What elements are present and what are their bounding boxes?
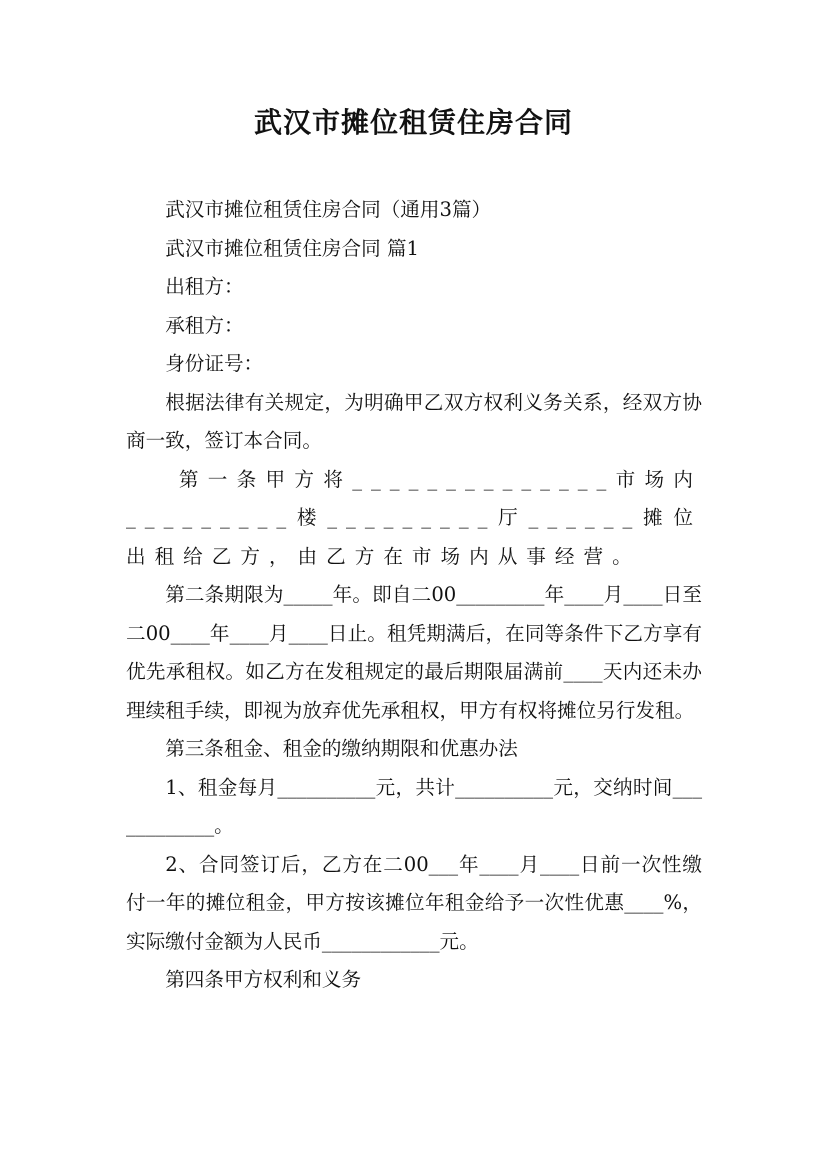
- preamble-paragraph: 根据法律有关规定，为明确甲乙双方权利义务关系，经双方协商一致，签订本合同。: [126, 390, 702, 452]
- article-3-heading: 第三条租金、租金的缴纳期限和优惠办法: [165, 737, 518, 760]
- lessor-line: 出租方：: [165, 275, 244, 298]
- lessee-line: 承租方：: [165, 313, 244, 337]
- article-1-paragraph: 第一条甲方将______________市场内_________楼_________厅______摊位出租给乙方，由乙方在市场内从事经营。: [126, 467, 702, 568]
- id-number-line: 身份证号：: [165, 352, 264, 375]
- article-4-heading: 第四条甲方权利和义务: [165, 968, 362, 991]
- heading-general: 武汉市摊位租赁住房合同（通用3篇）: [165, 198, 492, 221]
- document-body: [126, 191, 702, 1000]
- heading-part-1: 武汉市摊位租赁住房合同 篇1: [165, 236, 420, 260]
- article-2-paragraph: 第二条期限为_____年。即自二00_________年____月____日至二00____年____月____日止。租凭期满后，在同等条件下乙方享有优先承租权。如乙方在发租规定的最后期限届满前____天内还未办理续租手续，即视为放弃优先承租权，甲方有权将摊位另行发租。: [126, 583, 702, 722]
- article-3-item-2: 2、合同签订后，乙方在二00___年____月____日前一次性缴付一年的摊位租金，甲方按该摊位年租金给予一次性优惠____%，实际缴付金额为人民币____________元。: [126, 852, 702, 953]
- article-3-item-1: 1、租金每月__________元，共计__________元，交纳时间____________。: [126, 775, 702, 837]
- document-title: 武汉市摊位租赁住房合同: [253, 106, 573, 139]
